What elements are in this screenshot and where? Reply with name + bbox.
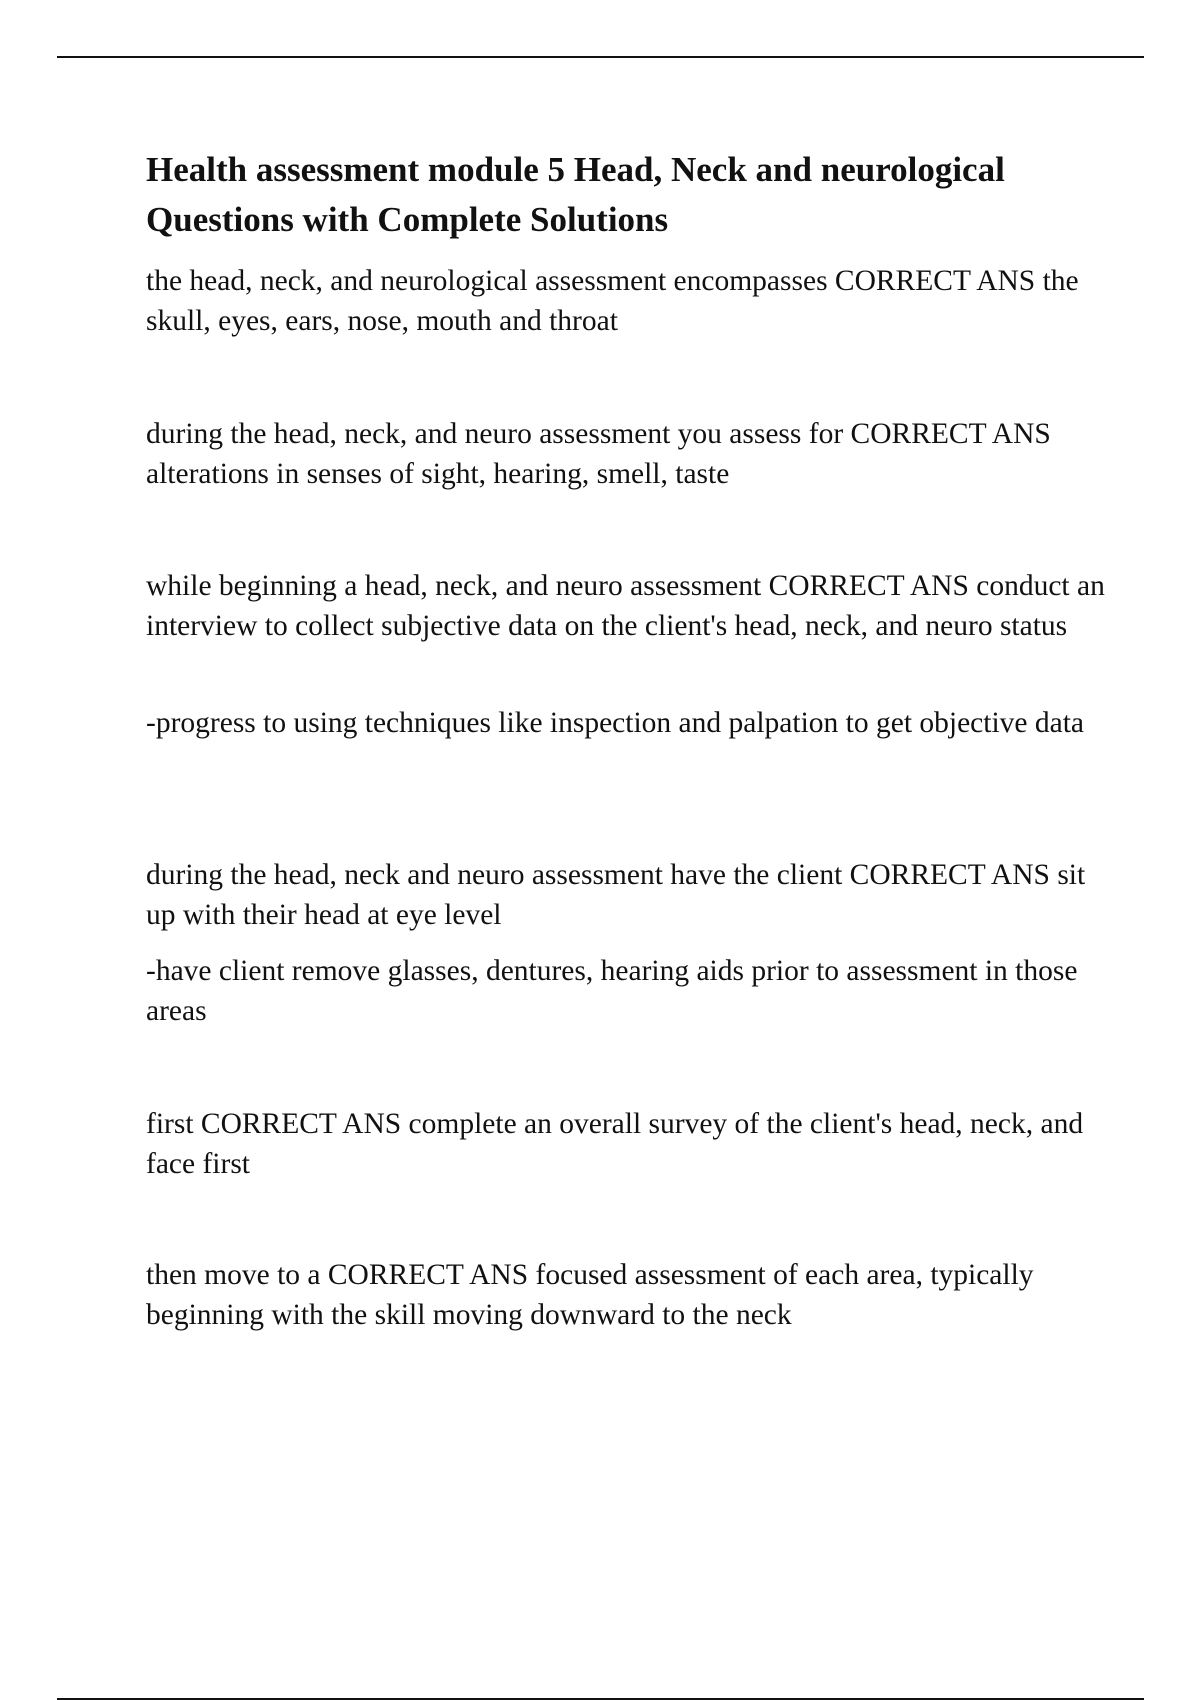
paragraph: first CORRECT ANS complete an overall survey of the client's head, neck, and face first [146, 1108, 1084, 1180]
paragraph: -progress to using techniques like inspection and palpation to get objective data [146, 707, 1085, 739]
paragraph: during the head, neck, and neuro assessment you assess for CORRECT ANS alterations in senses of sight, hearing, smell, taste [146, 418, 1051, 490]
document-title: Health assessment module 5 Head, Neck and neurological Questions with Complete Solutions [146, 150, 1005, 239]
paragraph: during the head, neck and neuro assessment have the client CORRECT ANS sit up with their head at eye level [146, 859, 1086, 931]
top-divider [57, 56, 1144, 58]
paragraph: then move to a CORRECT ANS focused assessment of each area, typically beginning with the skill moving downward to the neck [146, 1259, 1034, 1331]
paragraph: -have client remove glasses, dentures, hearing aids prior to assessment in those areas [146, 955, 1078, 1027]
paragraph: while beginning a head, neck, and neuro assessment CORRECT ANS conduct an interview to collect subjective data on the client's head, neck, and neuro status [146, 570, 1105, 642]
paragraph: the head, neck, and neurological assessment encompasses CORRECT ANS the skull, eyes, ears, nose, mouth and throat [146, 265, 1079, 337]
